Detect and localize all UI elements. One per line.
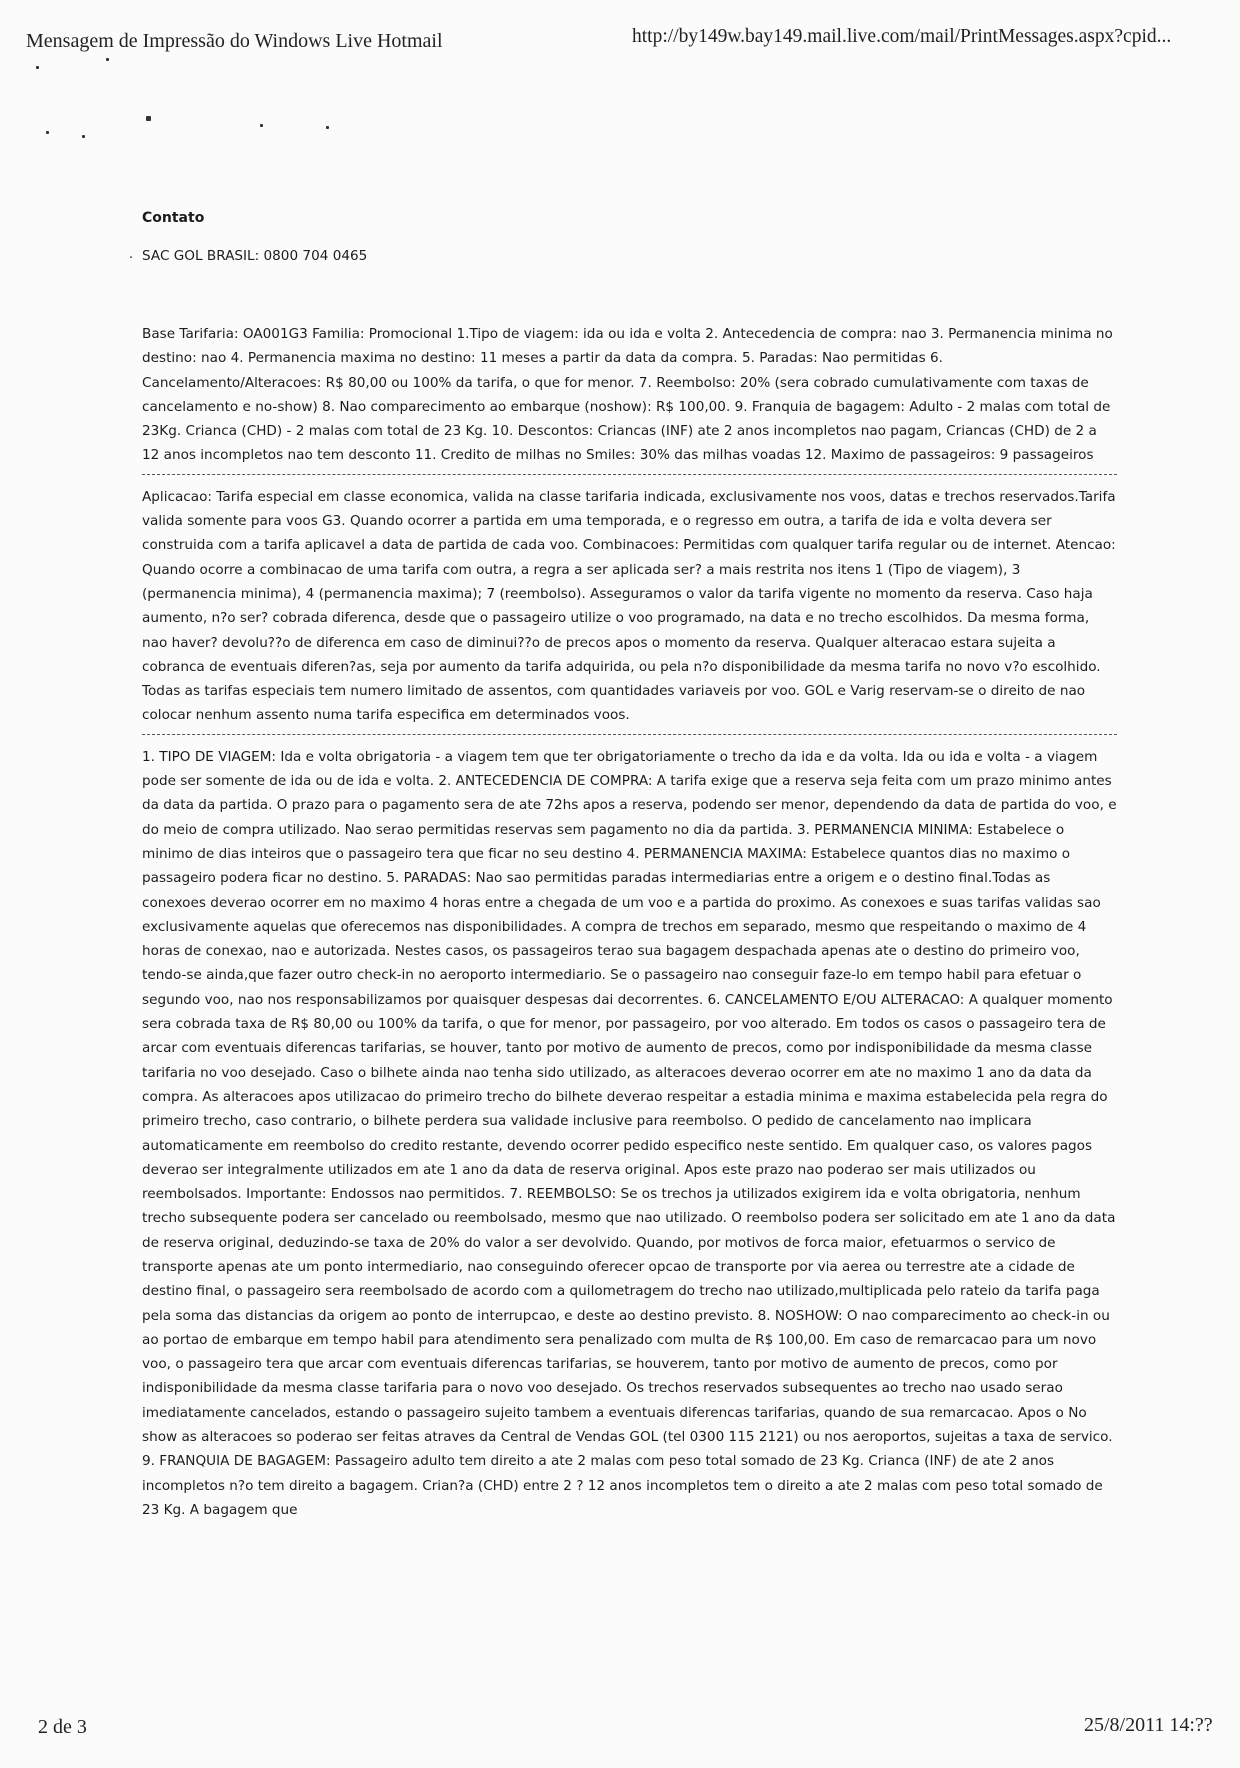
message-body	[129, 210, 1117, 1522]
print-header-title: Mensagem de Impressão do Windows Live Hotmail	[26, 30, 443, 52]
print-header-url: http://by149w.bay149.mail.live.com/mail/PrintMessages.aspx?cpid...	[632, 26, 1172, 47]
dashed-separator	[142, 474, 1117, 475]
scan-speck	[106, 58, 109, 61]
details-paragraph: 1. TIPO DE VIAGEM: Ida e volta obrigatoria - a viagem tem que ter obrigatoriamente o trecho da ida e da volta. Ida ou ida e volta - a viagem pode ser somente de ida ou de ida e volta. 2. ANTECEDENCIA DE COMPRA: A tarifa exige que a reserva seja feita com um prazo minimo antes da data da partida. O prazo para o pagamento sera de ate 72hs apos a reserva, podendo ser menor, dependendo da data de partida do voo, e do meio de compra utilizado. Nao serao permitidas reservas sem pagamento no dia da partida. 3. PERMANENCIA MINIMA: Estabelece o minimo de dias inteiros que o passageiro tera que ficar no seu destino 4. PERMANENCIA MAXIMA: Estabelece quantos dias no maximo o passageiro podera ficar no destino. 5. PARADAS: Nao sao permitidas paradas intermediarias entre a origem e o destino final.Todas as conexoes deverao ocorrer em no maximo 4 horas entre a chegada de um voo e a partida do proximo. As conexoes e suas tarifas validas sao exclusivamente aquelas que oferecemos nas disponibilidades. A compra de trechos em separado, mesmo que respeitando o maximo de 4 horas de conexao, nao e autorizada. Nestes casos, os passageiros terao sua bagagem despachada apenas ate o destino do primeiro voo, tendo-se ainda,que fazer outro check-in no aeroporto intermediario. Se o passageiro nao conseguir faze-lo em tempo habil para efetuar o segundo voo, nao nos responsabilizamos por quaisquer despesas dai decorrentes. 6. CANCELAMENTO E/OU ALTERACAO: A qualquer momento sera cobrada taxa de R$ 80,00 ou 100% da tarifa, o que for menor, por passageiro, por voo alterado. Em todos os casos o passageiro tera de arcar com eventuais diferencas tarifarias, se houver, tanto por motivo de aumento de precos, como por indisponibilidade da mesma classe tarifaria no voo desejado. Caso o bilhete ainda nao tenha sido utilizado, as alteracoes deverao ocorrer em ate no maximo 1 ano da data da compra. As alteracoes apos utilizacao do primeiro trecho do bilhete deverao respeitar a estadia minima e maxima estabelecida pela regra do primeiro trecho, caso contrario, o bilhete perdera sua validade inclusive para reembolso. O pedido de cancelamento nao implicara automaticamente em reembolso do credito restante, devendo ocorrer pedido especifico neste sentido. Em qualquer caso, os valores pagos deverao ser integralmente utilizados em ate 1 ano da data de reserva original. Apos este prazo nao poderao ser mais utilizados ou reembolsados. Importante: Endossos nao permitidos. 7. REEMBOLSO: Se os trechos ja utilizados exigirem ida e volta obrigatoria, nenhum trecho subsequente podera ser cancelado ou reembolsado, mesmo que nao utilizado. O reembolso podera ser solicitado em ate 1 ano da data de reserva original, deduzindo-se taxa de 20% do valor a ser devolvido. Quando, por motivos de forca maior, efetuarmos o servico de transporte apenas ate um ponto intermediario, nao conseguindo oferecer opcao de transporte por via aerea ou terrestre ate a cidade de destino final, o passageiro sera reembolsado de acordo com a quilometragem do trecho nao utilizado,multiplicada pelo rateio da tarifa paga pela soma das distancias da origem ao ponto de interrupcao, e deste ao destino previsto. 8. NOSHOW: O nao comparecimento ao check-in ou ao portao de embarque em tempo habil para atendimento sera penalizado com multa de R$ 100,00. Em caso de remarcacao para um novo voo, o passageiro tera que arcar com eventuais diferencas tarifarias, se houverem, tanto por motivo de aumento de precos, como por indisponibilidade da mesma classe tarifaria para o novo voo desejado. Os trechos reservados subsequentes ao trecho nao usado serao imediatamente cancelados, estando o passageiro sujeito tambem a eventuais diferencas tarifarias, quando de sua remarcacao. Apos o No show as alteracoes so poderao ser feitas atraves da Central de Vendas GOL (tel 0300 115 2121) ou nos aeroportos, sujeitas a taxa de servico. 9. FRANQUIA DE BAGAGEM: Passageiro adulto tem direito a ate 2 malas com peso total somado de 23 Kg. Crianca (INF) de ate 2 anos incompletos n?o tem direito a bagagem. Crian?a (CHD) entre 2 ? 12 anos incompletos tem o direito a ate 2 malas com peso total somado de 23 Kg. A bagagem que	[142, 748, 1117, 1518]
sac-phone-text: SAC GOL BRASIL: 0800 704 0465	[142, 248, 368, 264]
scan-speck	[326, 126, 329, 129]
dashed-separator	[142, 734, 1117, 735]
scan-speck	[146, 116, 151, 121]
application-paragraph: Aplicacao: Tarifa especial em classe economica, valida na classe tarifaria indicada, exclusivamente nos voos, datas e trechos reservados.Tarifa valida somente para voos G3. Quando ocorrer a partida em uma temporada, e o regresso em outra, a tarifa de ida e volta devera ser construida com a tarifa aplicavel a data de partida de cada voo. Combinacoes: Permitidas com qualquer tarifa regular ou de internet. Atencao: Quando ocorre a combinacao de uma tarifa com outra, a regra a ser aplicada ser? a mais restrita nos itens 1 (Tipo de viagem), 3 (permanencia minima), 4 (permanencia maxima); 7 (reembolso). Asseguramos o valor da tarifa vigente no momento da reserva. Caso haja aumento, n?o ser? cobrada diferenca, desde que o passageiro utilize o voo programado, na data e no trecho escolhidos. Da mesma forma, nao haver? devolu??o de diferenca em caso de diminui??o de precos apos o momento da reserva. Qualquer alteracao estara sujeita a cobranca de eventuais diferen?as, seja por aumento da tarifa adquirida, ou pela n?o disponibilidade da mesma tarifa no novo v?o escolhido. Todas as tarifas especiais tem numero limitado de assentos, com quantidades variaveis por voo. GOL e Varig reservam-se o direito de nao colocar nenhum assento numa tarifa especifica em determinados voos.	[142, 488, 1116, 724]
fare-rules-paragraph: Base Tarifaria: OA001G3 Familia: Promocional 1.Tipo de viagem: ida ou ida e volta 2. Antecedencia de compra: nao 3. Permanencia minima no destino: nao 4. Permanencia maxima no destino: 11 meses a partir da data da compra. 5. Paradas: Nao permitidas 6. Cancelamento/Alteracoes: R$ 80,00 ou 100% da tarifa, o que for menor. 7. Reembolso: 20% (sera cobrado cumulativamente com taxas de cancelamento e no-show) 8. Nao comparecimento ao embarque (noshow): R$ 100,00. 9. Franquia de bagagem: Adulto - 2 malas com total de 23Kg. Crianca (CHD) - 2 malas com total de 23 Kg. 10. Descontos: Criancas (INF) ate 2 anos incompletos nao pagam, Criancas (CHD) de 2 a 12 anos incompletos nao tem desconto 11. Credito de milhas no Smiles: 30% das milhas voadas 12. Maximo de passageiros: 9 passageiros	[142, 326, 1113, 464]
scan-speck	[46, 131, 49, 134]
bullet-dot: ·	[129, 251, 134, 266]
page-counter: 2 de 3	[38, 1716, 87, 1738]
sac-phone-line	[129, 248, 1117, 266]
scan-speck	[36, 66, 39, 69]
contact-heading: Contato	[142, 210, 205, 226]
print-datetime: 25/8/2011 14:??	[1084, 1714, 1213, 1736]
scan-speck	[82, 135, 85, 138]
scan-speck	[260, 124, 263, 127]
